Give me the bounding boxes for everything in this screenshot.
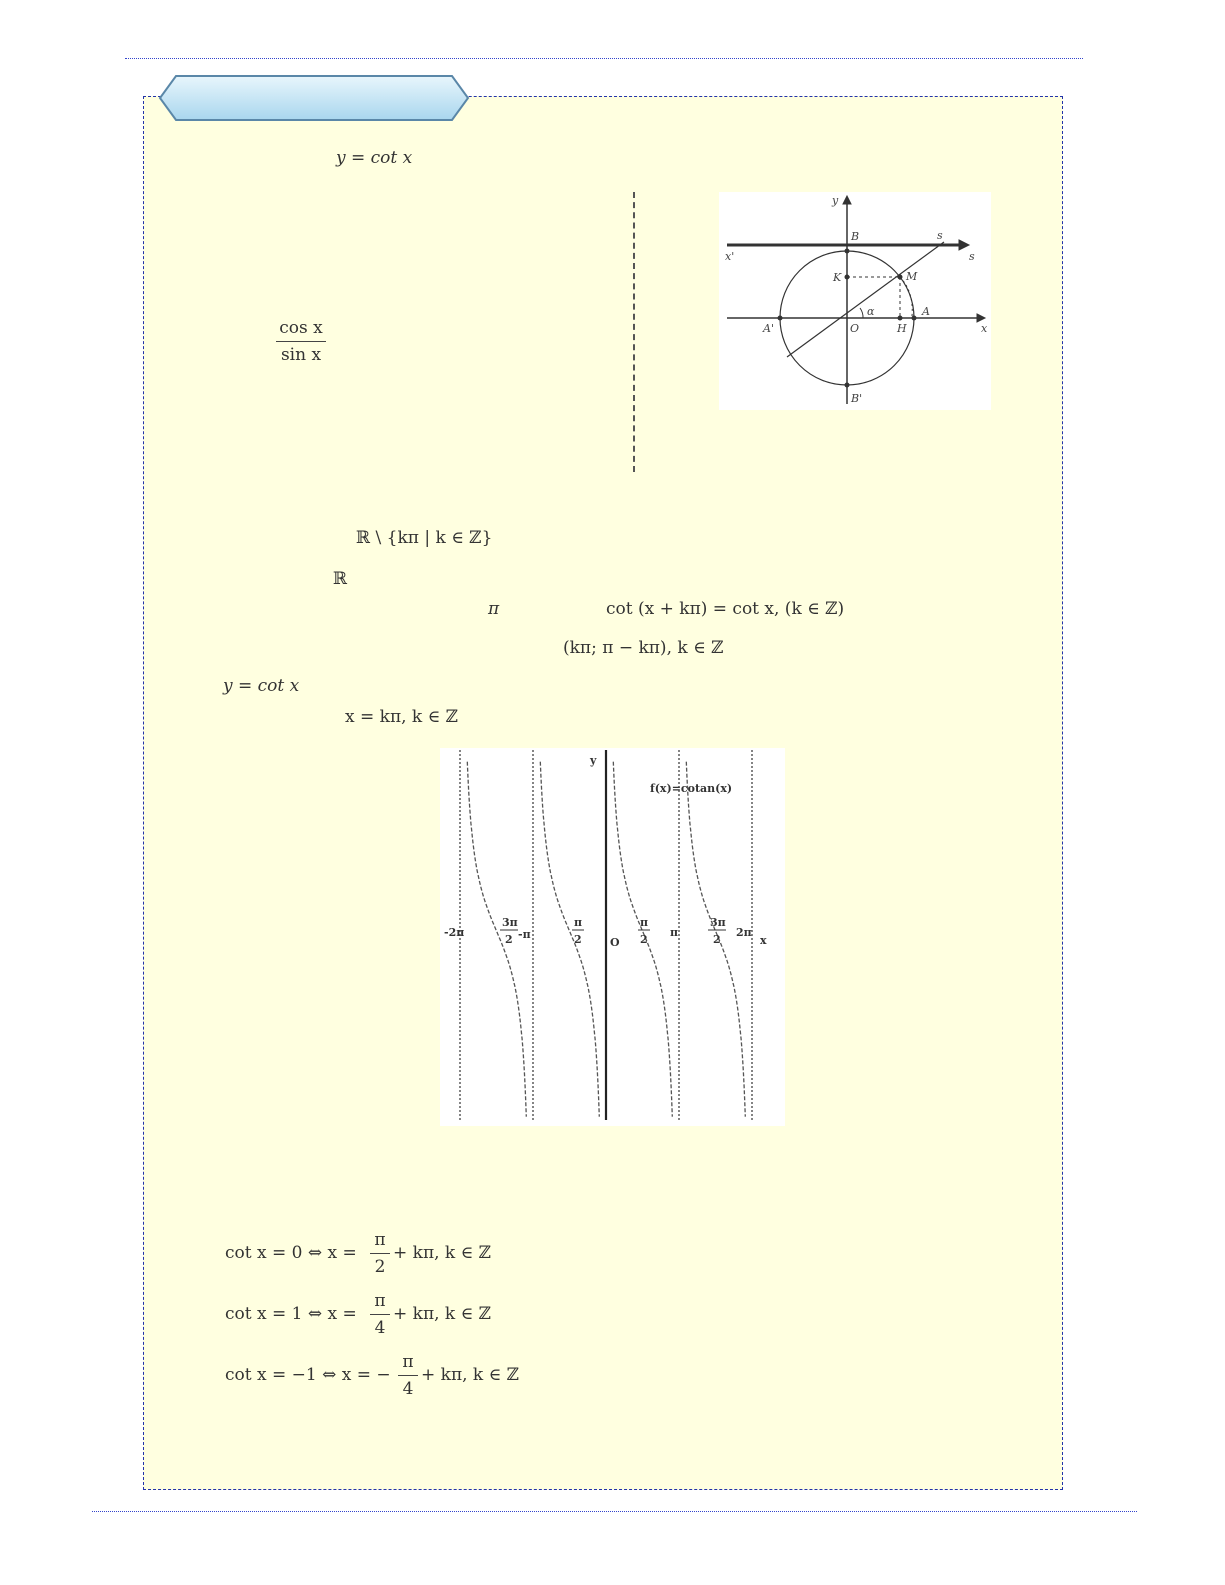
domain-formula: ℝ \ {kπ | k ∈ ℤ} [356, 528, 493, 548]
eq0-den: 2 [374, 1257, 386, 1277]
graph-y-label: y [590, 754, 597, 767]
eqm1-num: π [402, 1352, 414, 1372]
point-a-prime [778, 316, 783, 321]
section-tab [158, 74, 470, 122]
label-s: s [937, 229, 943, 242]
label-o: O [850, 322, 860, 335]
label-y: y [832, 194, 839, 207]
period-pi: π [488, 599, 500, 619]
equation-cot-one-fraction [370, 1291, 390, 1338]
label-b: B [851, 230, 860, 243]
bottom-rule [92, 1511, 1137, 1512]
tick-pi: π [670, 926, 679, 939]
equation-cot-minus-one-fraction [398, 1352, 418, 1399]
tick-minus-3pi-2-num: 3π [502, 916, 518, 929]
top-rule [125, 58, 1083, 59]
point-m [898, 275, 903, 280]
tick-3pi-2-num: 3π [710, 916, 726, 929]
label-m: M [906, 270, 918, 283]
graph-x-label: x [760, 934, 767, 947]
tick-minus-3pi-2-den: 2 [505, 933, 513, 946]
tick-pi-2-den: 2 [640, 933, 648, 946]
equation-cot-zero-left: cot x = 0 ⇔ x = [225, 1243, 357, 1263]
label-a-prime: A' [763, 322, 774, 335]
equation-cot-minus-one-right: + kπ, k ∈ ℤ [421, 1365, 520, 1385]
definition-formula: y = cot x [336, 148, 413, 168]
equation-cot-minus-one-left: cot x = −1 ⇔ x = − [225, 1365, 391, 1385]
graph-function-label: f(x)=cotan(x) [650, 782, 733, 795]
tick-pi-2-num: π [640, 916, 649, 929]
tick-minus-pi-2-num: π [574, 916, 583, 929]
tick-minus-2pi: -2π [444, 926, 465, 939]
asymptote-formula: x = kπ, k ∈ ℤ [345, 707, 459, 727]
label-b-prime: B' [851, 392, 863, 405]
equation-cot-one-right: + kπ, k ∈ ℤ [393, 1304, 492, 1324]
eq1-den: 4 [374, 1318, 386, 1338]
label-alpha: α [867, 305, 875, 318]
label-x-prime: x' [725, 250, 735, 263]
tick-zero: O [610, 936, 620, 949]
equation-cot-zero-right: + kπ, k ∈ ℤ [393, 1243, 492, 1263]
cot-numerator: cos x [279, 318, 323, 338]
tick-minus-pi: -π [518, 928, 531, 941]
figure-background [719, 192, 991, 410]
cot-denominator: sin x [280, 345, 322, 365]
range-formula: ℝ [333, 569, 348, 589]
cot-fraction [276, 318, 326, 365]
point-b [845, 249, 850, 254]
eq1-num: π [374, 1291, 386, 1311]
label-a: A [922, 305, 930, 318]
eqm1-den: 4 [402, 1379, 414, 1399]
trig-circle-figure [719, 192, 991, 410]
point-k [845, 275, 850, 280]
label-h: H [897, 322, 907, 335]
eq0-num: π [374, 1230, 386, 1250]
cot-graph [440, 748, 785, 1126]
label-k: K [833, 271, 842, 284]
periodicity-formula: cot (x + kπ) = cot x, (k ∈ ℤ) [606, 599, 845, 619]
function-formula: y = cot x [223, 676, 300, 696]
label-s2: s [969, 250, 975, 263]
tick-3pi-2-den: 2 [713, 933, 721, 946]
point-a [912, 316, 917, 321]
interval-formula: (kπ; π − kπ), k ∈ ℤ [563, 638, 724, 658]
equation-cot-one-left: cot x = 1 ⇔ x = [225, 1304, 357, 1324]
tick-minus-pi-2-den: 2 [574, 933, 582, 946]
equation-cot-zero-fraction [370, 1230, 390, 1277]
point-b-prime [845, 383, 850, 388]
tick-2pi: 2π [736, 926, 752, 939]
column-divider [633, 192, 635, 472]
point-h [898, 316, 903, 321]
label-x: x [981, 322, 988, 335]
